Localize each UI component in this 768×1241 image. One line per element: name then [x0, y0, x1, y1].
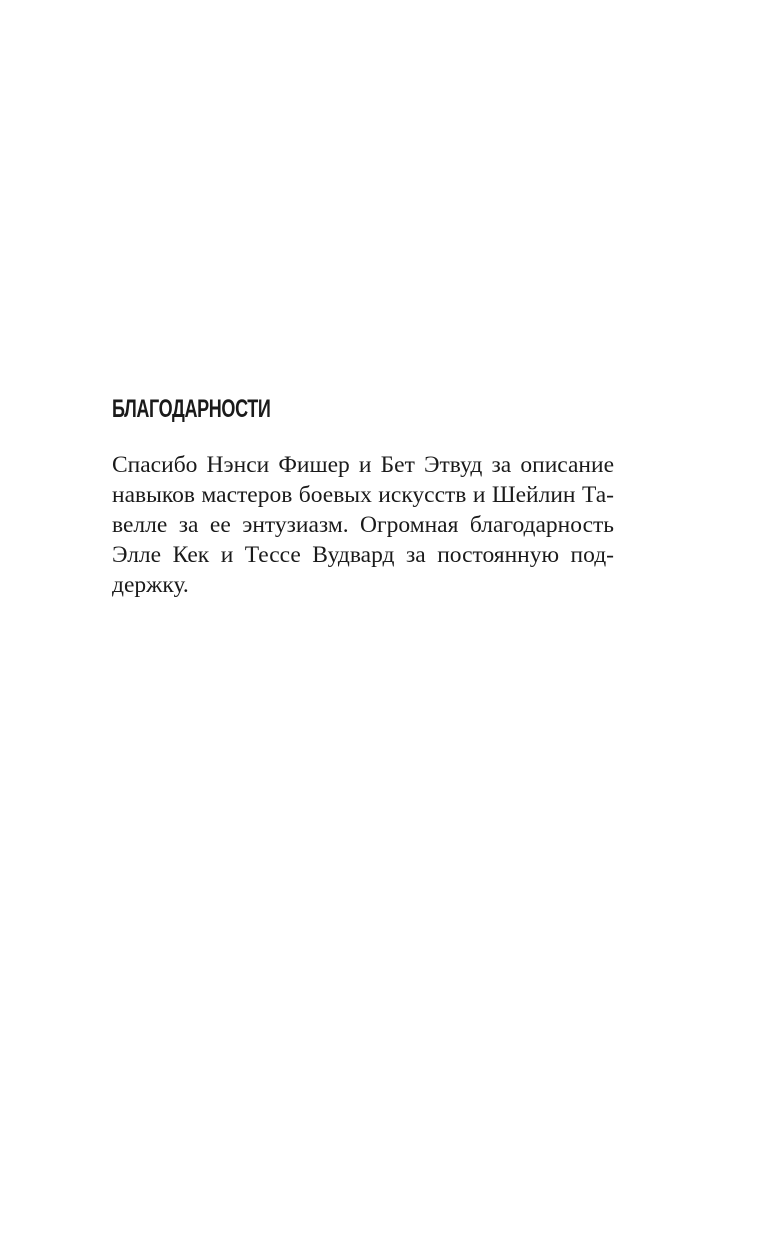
- acknowledgments-paragraph: [112, 450, 614, 600]
- section-heading: БЛАГОДАРНОСТИ: [112, 395, 271, 423]
- paragraph-line: велле за ее энтузиазм. Огромная благодарность: [112, 512, 614, 538]
- paragraph-line: навыков мастеров боевых искусств и Шейлин Та-: [112, 482, 614, 508]
- paragraph-line: держку.: [112, 572, 189, 598]
- paragraph-line: Элле Кек и Тессе Вудвард за постоянную под-: [112, 542, 614, 568]
- paragraph-line: Спасибо Нэнси Фишер и Бет Этвуд за описание: [112, 452, 614, 478]
